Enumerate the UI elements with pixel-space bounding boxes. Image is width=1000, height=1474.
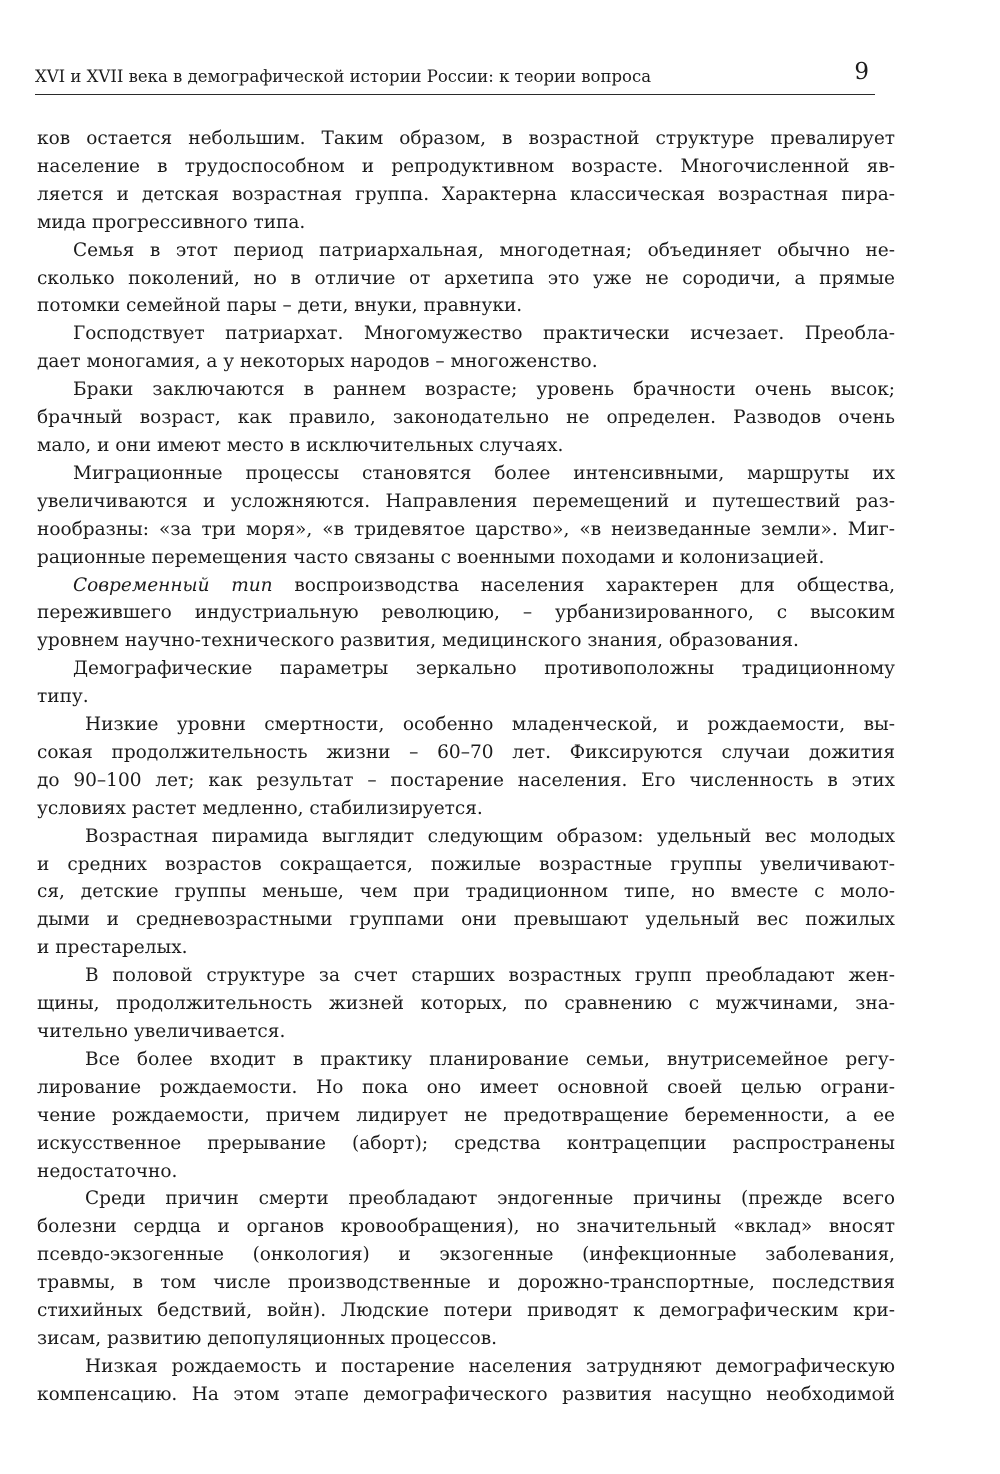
paragraph [37,572,895,656]
text-line: зисам, развитию депопуляционных процессов. [37,1327,498,1349]
paragraph [37,711,895,823]
paragraph [37,1046,895,1186]
text-line: мида прогрессивного типа. [37,211,306,233]
paragraph [37,125,895,237]
text-line: щины, продолжительность жизней которых, по сравнению с мужчинами, зна- [37,993,895,1015]
text-line: условиях растет медленно, стабилизируется. [37,797,483,819]
text-line: псевдо-экзогенные (онкология) и экзогенные (инфекционные заболевания, [37,1244,895,1266]
text-line: компенсацию. На этом этапе демографического развития насущно необходимой [37,1383,895,1405]
text-line: сокая продолжительность жизни – 60–70 лет. Фиксируются случаи дожития [37,741,895,763]
text-line: травмы, в том числе производственные и дорожно-транспортные, последствия [37,1272,895,1294]
text-line: и средних возрастов сокращается, пожилые возрастные группы увеличивают- [37,853,895,875]
text-line: дает моногамия, а у некоторых народов – многоженство. [37,351,598,373]
text-line: Господствует патриархат. Многомужество практически исчезает. Преобла- [73,323,895,345]
body-text [37,125,895,1409]
text-line: ся, детские группы меньше, чем при традиционном типе, но вместе с моло- [37,881,895,903]
text-line: увеличиваются и усложняются. Направления перемещений и путешествий раз- [37,490,895,512]
paragraph [37,962,895,1046]
paragraph [37,823,895,963]
text-line: Браки заключаются в раннем возрасте; уровень брачности очень высок; [73,379,895,401]
text-line: В половой структуре за счет старших возрастных групп преобладают жен- [85,965,895,987]
paragraph [37,237,895,321]
text-line: уровнем научно-технического развития, медицинского знания, образования. [37,630,799,652]
text-line: брачный возраст, как правило, законодательно не определен. Разводов очень [37,407,895,429]
text-line: лирование рождаемости. Но пока оно имеет основной своей целью ограни- [37,1076,895,1098]
text-line: ков остается небольшим. Таким образом, в возрастной структуре превалирует [37,128,895,149]
text-line: нообразны: «за три моря», «в тридевятое царство», «в неизведанные земли». Миг- [37,518,895,540]
text-line: пережившего индустриальную революцию, – урбанизированного, с высоким [37,602,895,624]
text-line: Низкие уровни смертности, особенно младенческой, и рождаемости, вы- [85,714,895,736]
text-line [37,572,895,600]
text-line: дыми и средневозрастными группами они превышают удельный вес пожилых [37,909,895,931]
text-line: до 90–100 лет; как результат – постарение населения. Его численность в этих [37,769,895,791]
text-line: чение рождаемости, причем лидирует не предотвращение беременности, а ее [37,1104,895,1126]
text-line: недостаточно. [37,1160,178,1182]
paragraph [37,1353,895,1409]
text-line: болезни сердца и органов кровообращения), но значительный «вклад» вносят [37,1216,895,1238]
text-line: и престарелых. [37,937,188,959]
text-line: Все более входит в практику планирование семьи, внутрисемейное регу- [85,1048,895,1070]
running-header [35,59,875,95]
text-line: Демографические параметры зеркально противоположны традиционному [73,658,895,680]
text-line: Низкая рождаемость и постарение населения затрудняют демографическую [85,1355,895,1377]
text-line: население в трудоспособном и репродуктивном возрасте. Многочисленной яв- [37,155,895,177]
text-line: потомки семейной пары – дети, внуки, правнуки. [37,295,523,317]
text-line: типу. [37,686,89,708]
text-run: воспроизводства населения характерен для общества, [272,574,895,596]
text-line: Возрастная пирамида выглядит следующим образом: удельный вес молодых [85,825,895,847]
text-line: рационные перемещения часто связаны с военными походами и колонизацией. [37,546,825,568]
text-line: Миграционные процессы становятся более интенсивными, маршруты их [73,462,895,484]
text-line: стихийных бедствий, войн). Людские потери приводят к демографическим кри- [37,1300,895,1322]
paragraph [37,1185,895,1352]
text-line: сколько поколений, но в отличие от архетипа это уже не сородичи, а прямые [37,267,895,289]
page-number: 9 [854,59,869,85]
text-line: Среди причин смерти преобладают эндогенные причины (прежде всего [85,1188,895,1210]
running-header-title: XVI и XVII века в демографической истории России: к теории вопроса [35,67,652,86]
text-line: чительно увеличивается. [37,1021,286,1042]
text-line: искусственное прерывание (аборт); средства контрацепции распространены [37,1132,895,1154]
emphasis-term: Современный тип [73,574,273,596]
text-line: ляется и детская возрастная группа. Характерна классическая возрастная пира- [37,183,895,205]
paragraph [37,460,895,572]
text-line: мало, и они имеют место в исключительных случаях. [37,434,564,456]
text-line: Семья в этот период патриархальная, многодетная; объединяет обычно не- [73,239,895,261]
paragraph [37,376,895,460]
paragraph [37,655,895,711]
paragraph [37,320,895,376]
